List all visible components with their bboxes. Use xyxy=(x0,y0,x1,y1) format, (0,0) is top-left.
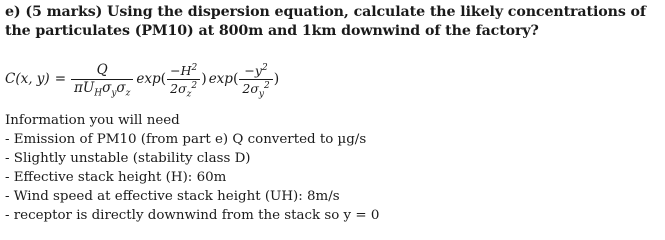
exp1-fraction xyxy=(167,62,200,99)
exp2-fraction xyxy=(239,62,272,99)
prefactor-denominator: $\pi U_H\sigma_y\sigma_z$ xyxy=(71,79,133,96)
exp1-denominator: $2\sigma_z^2$ xyxy=(167,79,200,96)
info-heading: Information you will need xyxy=(5,113,180,128)
exp-function-2: exp xyxy=(208,71,233,87)
close-paren-1: ) xyxy=(201,71,207,87)
info-section xyxy=(5,111,660,225)
dispersion-equation xyxy=(5,50,279,108)
equals-sign: = xyxy=(54,71,66,87)
exp-function-1: exp xyxy=(136,71,161,87)
prefactor-numerator: Q xyxy=(96,61,108,78)
info-item-stack-height: - Effective stack height (H): 60m xyxy=(5,170,227,185)
exp2-denominator: $2\sigma_y^2$ xyxy=(239,79,272,96)
exp1-numerator: $-H^2$ xyxy=(170,62,198,78)
equation-lhs: C(x, y) xyxy=(5,71,50,87)
info-item-emission: - Emission of PM10 (from part e) Q converted to µg/s xyxy=(5,132,367,147)
open-paren-1: ( xyxy=(160,71,167,87)
info-item-receptor: - receptor is directly downwind from the stack so y = 0 xyxy=(5,208,380,223)
question-text: e) (5 marks) Using the dispersion equation, calculate the likely concentrations of the particulates (PM10) at 800m and 1km downwind of the factory? xyxy=(5,4,646,39)
prefactor-fraction xyxy=(71,61,133,99)
open-paren-2: ( xyxy=(232,71,239,87)
info-item-wind-speed: - Wind speed at effective stack height (UH): 8m/s xyxy=(5,189,340,204)
close-paren-2: ) xyxy=(273,71,280,87)
exp2-numerator: $-y^2$ xyxy=(244,62,268,78)
info-item-stability: - Slightly unstable (stability class D) xyxy=(5,151,251,166)
